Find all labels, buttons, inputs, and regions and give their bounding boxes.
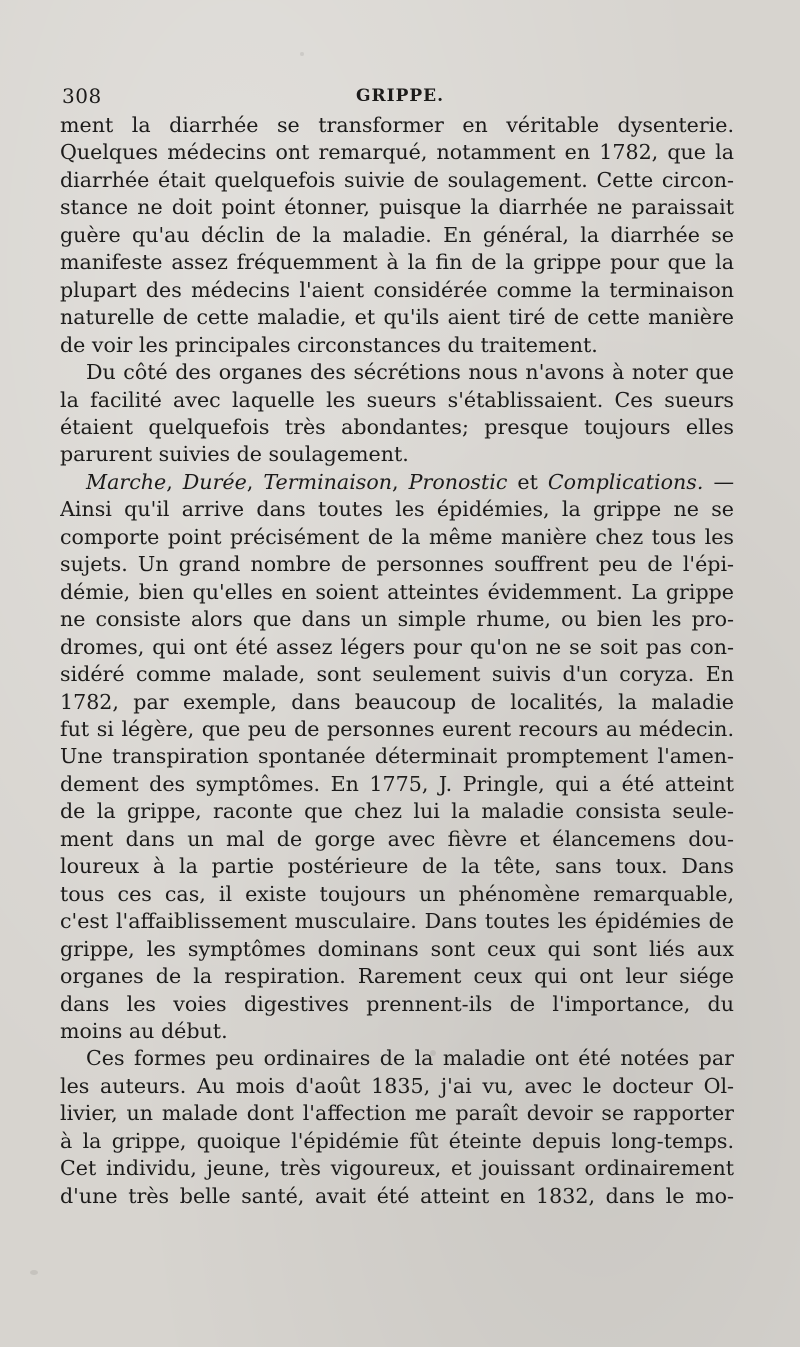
- text-line: Quelques médecins ont remarqué, notamment en 1782, que la: [60, 140, 734, 165]
- text-line: organes de la respiration. Rarement ceux qui ont leur siége: [60, 964, 734, 989]
- text-line: Ainsi qu'il arrive dans toutes les épidémies, la grippe ne se: [60, 497, 734, 522]
- page-number: 308: [62, 84, 102, 108]
- heading-dash: —: [713, 469, 734, 494]
- section-heading-line: Marche, Durée, Terminaison, Pronostic et Complications. —: [86, 469, 734, 494]
- paper-stain: [30, 1270, 38, 1275]
- text-line: sujets. Un grand nombre de personnes souffrent peu de l'épi-: [60, 552, 734, 577]
- text-line: les auteurs. Au mois d'août 1835, j'ai vu, avec le docteur Ol-: [60, 1073, 734, 1098]
- text-line: stance ne doit point étonner, puisque la diarrhée ne paraissait: [60, 195, 734, 220]
- text-line: de la grippe, raconte que chez lui la maladie consista seule-: [60, 799, 734, 824]
- text-line: ne consiste alors que dans un simple rhume, ou bien les pro-: [60, 607, 734, 632]
- text-line: ment la diarrhée se transformer en véritable dysenterie.: [60, 113, 734, 137]
- heading-terminaison: Terminaison: [263, 469, 393, 494]
- text-line: livier, un malade dont l'affection me paraît devoir se rapporter: [60, 1101, 734, 1126]
- text-line: dromes, qui ont été assez légers pour qu'on ne se soit pas con-: [60, 634, 734, 659]
- text-line: d'une très belle santé, avait été atteint en 1832, dans le mo-: [60, 1183, 734, 1208]
- text-line: parurent suivies de soulagement.: [60, 442, 409, 467]
- text-line: ment dans un mal de gorge avec fièvre et élancemens dou-: [60, 826, 734, 851]
- text-line: guère qu'au déclin de la maladie. En général, la diarrhée se: [60, 222, 734, 247]
- heading-et: et: [517, 469, 538, 494]
- text-line: c'est l'affaiblissement musculaire. Dans toutes les épidémies de: [60, 909, 734, 934]
- text-line: Une transpiration spontanée déterminait promptement l'amen-: [60, 744, 734, 769]
- text-line: loureux à la partie postérieure de la tête, sans toux. Dans: [60, 854, 734, 879]
- text-line: moins au début.: [60, 1018, 228, 1043]
- text-line: Cet individu, jeune, très vigoureux, et jouissant ordinairement: [60, 1156, 734, 1181]
- text-line: dans les voies digestives prennent-ils de l'importance, du: [60, 991, 734, 1016]
- text-line: démie, bien qu'elles en soient atteintes évidemment. La grippe: [60, 579, 734, 604]
- text-line: étaient quelquefois très abondantes; presque toujours elles: [60, 414, 734, 439]
- text-line: grippe, les symptômes dominans sont ceux qui sont liés aux: [60, 936, 734, 961]
- text-line: sidéré comme malade, sont seulement suivis d'un coryza. En: [60, 662, 734, 687]
- text-line: la facilité avec laquelle les sueurs s'établissaient. Ces sueurs: [60, 387, 734, 412]
- text-line: diarrhée était quelquefois suivie de soulagement. Cette circon-: [60, 167, 734, 192]
- text-line: 1782, par exemple, dans beaucoup de localités, la maladie: [60, 689, 734, 714]
- heading-duree: Durée: [182, 469, 247, 494]
- heading-marche: Marche: [86, 469, 167, 494]
- body-text: [60, 112, 734, 1210]
- text-line: dement des symptômes. En 1775, J. Pringle, qui a été atteint: [60, 771, 734, 796]
- text-line: comporte point précisément de la même manière chez tous les: [60, 524, 734, 549]
- text-line: plupart des médecins l'aient considérée comme la terminaison: [60, 277, 734, 302]
- text-line: Ces formes peu ordinaires de la maladie ont été notées par: [86, 1046, 734, 1071]
- heading-pronostic: Pronostic: [408, 469, 508, 494]
- text-line: manifeste assez fréquemment à la fin de la grippe pour que la: [60, 250, 734, 275]
- text-line: tous ces cas, il existe toujours un phénomène remarquable,: [60, 881, 734, 906]
- running-title: GRIPPE.: [356, 86, 445, 106]
- page-header: [60, 84, 730, 114]
- paper-stain: [300, 52, 304, 56]
- text-line: à la grippe, quoique l'épidémie fût éteinte depuis long-temps.: [60, 1128, 734, 1153]
- text-line: naturelle de cette maladie, et qu'ils aient tiré de cette manière: [60, 305, 734, 330]
- text-line: de voir les principales circonstances du traitement.: [60, 332, 598, 357]
- text-line: fut si légère, que peu de personnes eurent recours au médecin.: [60, 716, 734, 741]
- text-line: Du côté des organes des sécrétions nous n'avons à noter que: [86, 360, 734, 385]
- heading-complications: Complications.: [547, 469, 704, 494]
